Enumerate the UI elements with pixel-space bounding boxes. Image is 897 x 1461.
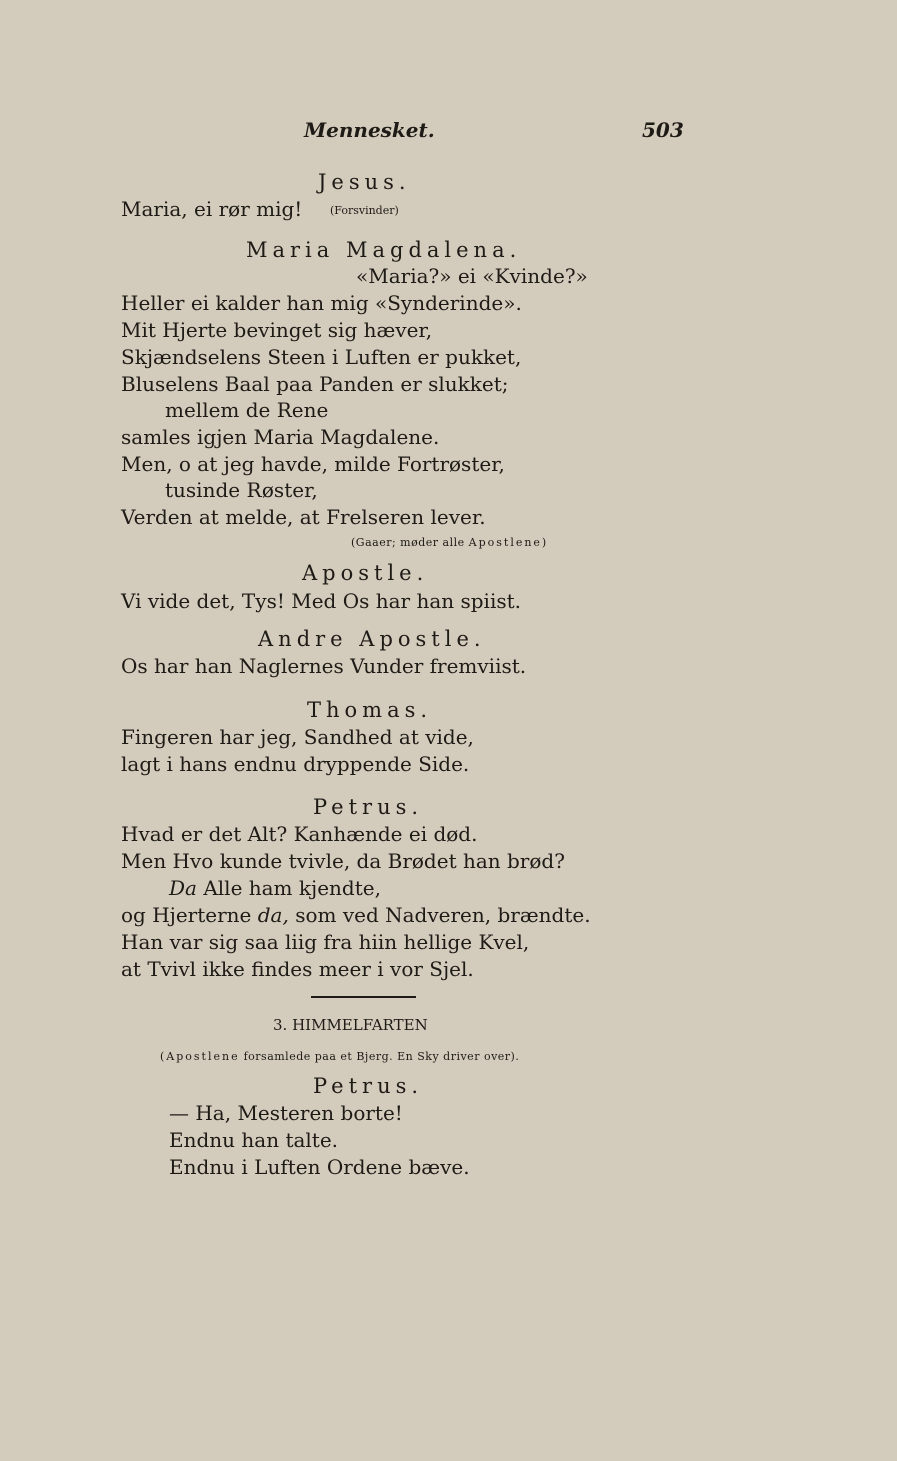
speaker-petrus: Petrus. — [313, 1074, 424, 1098]
verse-line: Endnu han talte. — [169, 1128, 339, 1152]
verse-line: Da Alle ham kjendte, — [169, 876, 381, 900]
verse-line: Hvad er det Alt? Kanhænde ei død. — [121, 822, 478, 846]
section-divider — [311, 996, 416, 998]
stage-direction: (Gaaer; møder alle Apostlene) — [351, 536, 549, 549]
verse-line: Vi vide det, Tys! Med Os har han spiist. — [121, 589, 521, 613]
verse-line: Skjændselens Steen i Luften er pukket, — [121, 345, 522, 369]
verse-line: samles igjen Maria Magdalene. — [121, 425, 440, 449]
verse-line: — Ha, Mesteren borte! — [169, 1101, 403, 1125]
stage-direction: (Forsvinder) — [330, 204, 399, 217]
speaker-petrus: Petrus. — [313, 795, 424, 819]
verse-line: tusinde Røster, — [165, 478, 318, 502]
speaker-jesus: Jesus. — [318, 170, 411, 194]
verse-line: Bluselens Baal paa Panden er slukket; — [121, 372, 509, 396]
verse-line: og Hjerterne da, som ved Nadveren, brændte. — [121, 903, 591, 927]
verse-line: Han var sig saa liig fra hiin hellige Kvel, — [121, 930, 530, 954]
stage-direction: (Apostlene forsamlede paa et Bjerg. En Sky driver over). — [160, 1050, 520, 1063]
verse-line: at Tvivl ikke findes meer i vor Sjel. — [121, 957, 474, 981]
verse-line: Maria, ei rør mig! — [121, 197, 303, 221]
verse-line: Os har han Naglernes Vunder fremviist. — [121, 654, 527, 678]
verse-line: Heller ei kalder han mig «Synderinde». — [121, 291, 522, 315]
verse-line: Fingeren har jeg, Sandhed at vide, — [121, 725, 474, 749]
section-heading: 3. HIMMELFARTEN — [273, 1016, 428, 1034]
verse-line: Verden at melde, at Frelseren lever. — [121, 505, 486, 529]
speaker-maria-magdalena: Maria Magdalena. — [246, 238, 522, 262]
verse-line: lagt i hans endnu dryppende Side. — [121, 752, 470, 776]
speaker-thomas: Thomas. — [307, 698, 433, 722]
verse-line: Men, o at jeg havde, milde Fortrøster, — [121, 452, 505, 476]
verse-line: mellem de Rene — [165, 398, 329, 422]
verse-line: «Maria?» ei «Kvinde?» — [356, 264, 588, 288]
speaker-andre-apostle: Andre Apostle. — [258, 627, 486, 651]
page-number: 503 — [642, 118, 684, 142]
verse-line: Endnu i Luften Ordene bæve. — [169, 1155, 470, 1179]
speaker-apostle: Apostle. — [302, 561, 429, 585]
running-title: Mennesket. — [304, 118, 435, 142]
verse-line: Men Hvo kunde tvivle, da Brødet han brød? — [121, 849, 565, 873]
verse-line: Mit Hjerte bevinget sig hæver, — [121, 318, 433, 342]
